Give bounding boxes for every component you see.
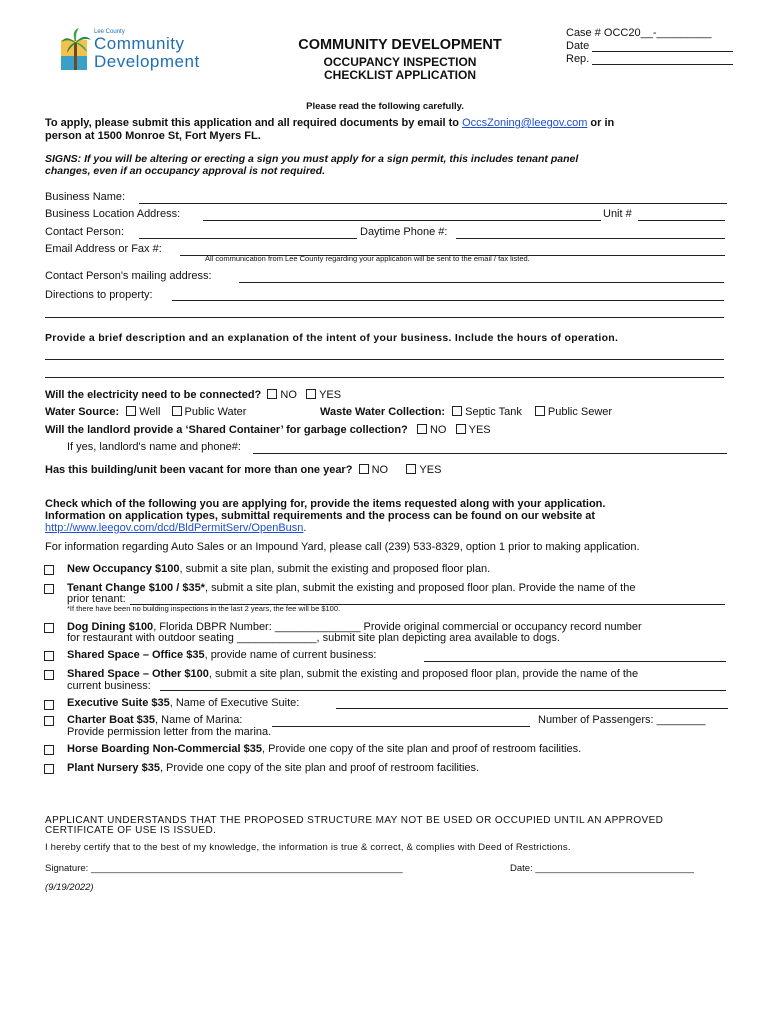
executive-suite-field[interactable] [336,708,728,709]
certify-text: I hereby certify that to the best of my knowledge, the information is true & correct, & complies with Deed of Restrictions. [45,842,571,853]
passengers-label: Number of Passengers: ________ [538,714,706,726]
well-checkbox[interactable] [126,406,136,416]
rep-label: Rep. [566,53,590,65]
dog-dining-item-2: for restaurant with outdoor seating _____________, submit site plan depicting area available to dogs. [67,632,560,644]
description-label: Provide a brief description and an explanation of the intent of your business. Include the hours of operation. [45,332,619,344]
case-number: Case # OCC20__-_________ [566,27,712,39]
checklist-intro-1: Check which of the following you are applying for, provide the items requested along with your application. [45,498,606,510]
logo-line2: Development [94,52,200,71]
mailing-address-field[interactable] [239,282,724,283]
business-location-field[interactable] [203,220,601,221]
plant-nursery-item: Plant Nursery $35, Provide one copy of the site plan and proof of restroom facilities. [67,762,480,774]
plant-nursery-checkbox[interactable] [44,764,54,774]
container-no-checkbox[interactable] [417,424,427,434]
contact-person-label: Contact Person: [45,226,124,238]
charter-boat-item: Charter Boat $35, Name of Marina: [67,714,243,726]
logo-small-text: Lee County [94,29,125,35]
shared-office-checkbox[interactable] [44,651,54,661]
auto-sales-note: For information regarding Auto Sales or an Impound Yard, please call (239) 533-8329, option 1 prior to making application. [45,541,640,553]
tenant-fee-note: *If there have been no building inspections in the last 2 years, the fee will be $100. [67,604,341,613]
rep-line[interactable] [592,64,733,65]
website-line: http://www.leegov.com/dcd/BldPermitServ/OpenBusn. [45,522,307,534]
vacant-no-checkbox[interactable] [359,464,369,474]
tenant-prior-label: prior tenant: [67,593,126,605]
dog-dining-item: Dog Dining $100, Florida DBPR Number: ______________ Provide original commercial or occupancy record number [67,621,642,633]
directions-field[interactable] [172,300,724,301]
dog-dining-checkbox[interactable] [44,623,54,633]
signs-line-2: changes, even if an occupancy approval is not required. [45,165,326,177]
marina-field[interactable] [272,726,530,727]
water-source-row: Water Source: Well Public Water [45,406,247,418]
waste-water-row: Waste Water Collection: Septic Tank Public Sewer [320,406,613,418]
signs-line-1: SIGNS: If you will be altering or erecting a sign you must apply for a sign permit, this includes tenant panel [45,153,579,165]
tenant-change-checkbox[interactable] [44,584,54,594]
charter-boat-item-2: Provide permission letter from the marina. [67,726,272,738]
unit-label: Unit # [603,208,632,220]
logo [60,24,210,74]
email-fax-label: Email Address or Fax #: [45,243,162,255]
business-location-label: Business Location Address: [45,208,181,220]
contact-person-field[interactable] [139,238,357,239]
public-water-checkbox[interactable] [172,406,182,416]
vacant-question: Has this building/unit been vacant for more than one year? NO YES [45,464,442,476]
page-title: COMMUNITY DEVELOPMENT [298,37,502,53]
email-note: All communication from Lee County regarding your application will be sent to the email / fax listed. [205,254,530,263]
directions-label: Directions to property: [45,289,153,301]
website-link[interactable]: http://www.leegov.com/dcd/BldPermitServ/OpenBusn [45,522,304,534]
horse-boarding-checkbox[interactable] [44,745,54,755]
shared-other-checkbox[interactable] [44,670,54,680]
executive-suite-checkbox[interactable] [44,700,54,710]
charter-boat-checkbox[interactable] [44,716,54,726]
description-field-2[interactable] [45,377,724,378]
checklist-intro-2: Information on application types, submittal requirements and the process can be found on our website at [45,510,596,522]
shared-office-field[interactable] [424,661,726,662]
date-label: Date [566,40,590,52]
electricity-no-checkbox[interactable] [267,389,277,399]
daytime-phone-label: Daytime Phone #: [360,226,448,238]
read-note: Please read the following carefully. [306,101,464,112]
apply-line-2: person at 1500 Monroe St, Fort Myers FL. [45,130,261,142]
date-line[interactable] [592,51,733,52]
logo-line1: Community [94,34,185,53]
email-link[interactable]: OccsZoning@leegov.com [462,117,588,129]
executive-suite-item: Executive Suite $35, Name of Executive Suite: [67,697,300,709]
shared-other-item-2: current business: [67,680,151,692]
public-sewer-checkbox[interactable] [535,406,545,416]
new-occupancy-item: New Occupancy $100, submit a site plan, submit the existing and proposed floor plan. [67,563,491,575]
apply-line-1: To apply, please submit this application and all required documents by email to OccsZoning@leegov.com or in [45,117,615,129]
understand-line-1: APPLICANT UNDERSTANDS THAT THE PROPOSED STRUCTURE MAY NOT BE USED OR OCCUPIED UNTIL AN APPROVED [45,815,664,826]
business-name-label: Business Name: [45,191,126,203]
electricity-yes-checkbox[interactable] [306,389,316,399]
landlord-label: If yes, landlord's name and phone#: [67,441,241,453]
unit-field[interactable] [638,220,725,221]
shared-other-item: Shared Space – Other $100, submit a site plan, submit the existing and proposed floor plan, provide the name of the [67,668,639,680]
daytime-phone-field[interactable] [456,238,725,239]
subtitle-1: OCCUPANCY INSPECTION [323,55,477,69]
shared-office-item: Shared Space – Office $35, provide name of current business: [67,649,377,661]
container-question: Will the landlord provide a ‘Shared Container’ for garbage collection? NO YES [45,424,491,436]
tenant-change-item: Tenant Change $100 / $35*, submit a site plan, submit the existing and proposed floor plan. Provide the name of the [67,582,636,594]
landlord-field[interactable] [253,453,727,454]
signature-line[interactable]: Signature: ___________________________________________________________ [45,863,403,874]
subtitle-2: CHECKLIST APPLICATION [324,68,476,82]
business-name-field[interactable] [139,203,727,204]
electricity-question: Will the electricity need to be connected? NO YES [45,389,342,401]
directions-field-2[interactable] [45,317,724,318]
septic-checkbox[interactable] [452,406,462,416]
version-date: (9/19/2022) [45,882,94,893]
horse-boarding-item: Horse Boarding Non-Commercial $35, Provide one copy of the site plan and proof of restroom facilities. [67,743,582,755]
shared-other-field[interactable] [160,690,726,691]
understand-line-2: CERTIFICATE OF USE IS ISSUED. [45,825,217,836]
container-yes-checkbox[interactable] [456,424,466,434]
new-occupancy-checkbox[interactable] [44,565,54,575]
mailing-address-label: Contact Person's mailing address: [45,270,212,282]
palm-tree-icon [60,26,94,72]
description-field-1[interactable] [45,359,724,360]
date-line-footer[interactable]: Date: ______________________________ [510,863,694,874]
vacant-yes-checkbox[interactable] [406,464,416,474]
